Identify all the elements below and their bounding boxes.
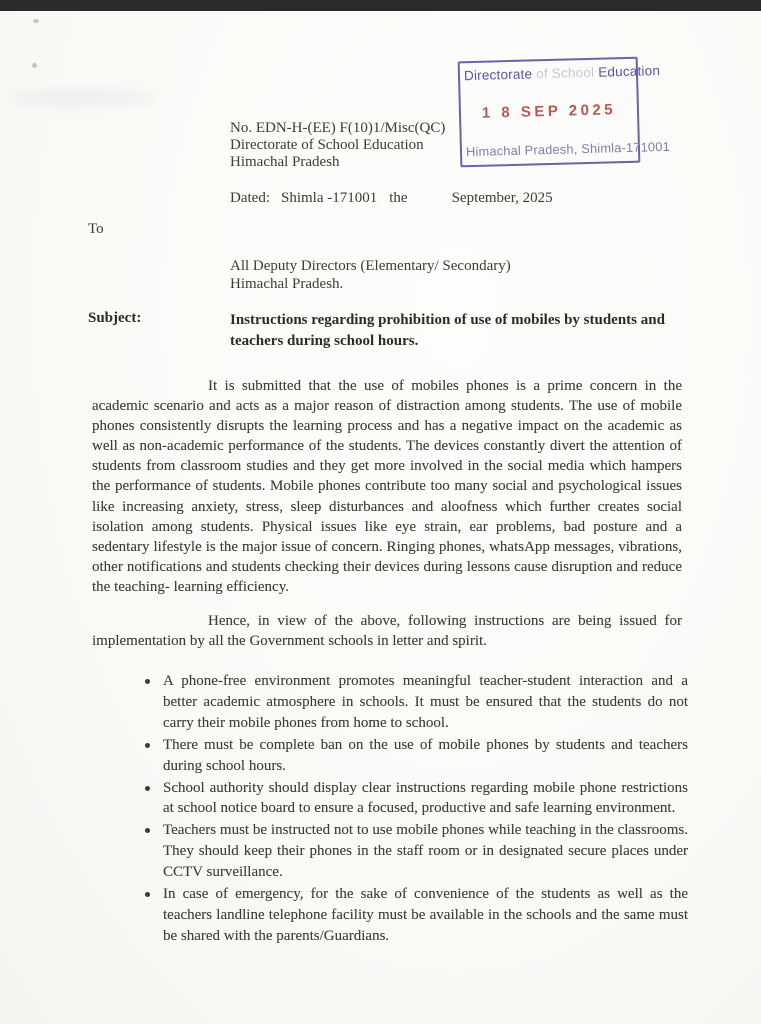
- letterhead-block: [230, 120, 445, 170]
- office-name: Directorate of School Education: [230, 136, 424, 153]
- instruction-text: School authority should display clear instructions regarding mobile phone restrictions at school notice board to ensure a focused, productive and safe learning environment.: [163, 779, 688, 817]
- dated-value: September, 2025: [451, 190, 553, 206]
- office-receipt-stamp: [458, 57, 671, 168]
- instruction-item: [145, 884, 688, 947]
- dated-label: Dated:: [230, 190, 270, 206]
- stamp-office-name-part3: Education: [598, 63, 661, 80]
- scan-speck: [33, 19, 39, 23]
- bullet-icon: [145, 892, 150, 897]
- to-label: To: [88, 221, 104, 237]
- bullet-icon: [145, 828, 150, 833]
- dated-the: the: [389, 190, 408, 206]
- instruction-text: In case of emergency, for the sake of convenience of the students as well as the teachers landline telephone facility must be available in the schools and the same must be shared with the parents/Guardians.: [163, 886, 688, 944]
- subject-label: Subject:: [88, 310, 142, 326]
- instruction-text: A phone-free environment promotes meaningful teacher-student interaction and a better academic atmosphere in schools. It must be ensured that the students do not carry their mobile phones from home to school.: [163, 673, 688, 731]
- instruction-item: [145, 820, 688, 883]
- scan-top-edge: [0, 0, 761, 11]
- stamp-office-name: [463, 63, 661, 84]
- body-paragraph-1: It is submitted that the use of mobiles phones is a prime concern in the academic scenario and acts as a major reason of distraction among students. The use of mobile phones consistently disrupts the learning process and has a negative impact on the academic as well as non-academic performance of the students. The devices constantly divert the attention of students from classroom studies and they get more involved in the social media which hampers the performance of students. Mobile phones contribute too many social and psychological issues like increasing anxiety, stress, sleep disturbances and aloofness which further creates social isolation among students. Physical issues like eye strain, ear problems, bad posture and a sedentary lifestyle is the major issue of concern. Ringing phones, whatsApp messages, vibrations, other notifications and students checking their devices during lessons cause disruption and reduce the teaching- learning efficiency.: [92, 378, 682, 595]
- stamp-office-name-part1: Directorate: [463, 66, 537, 84]
- subject-text-line2: teachers during school hours.: [230, 332, 419, 349]
- instruction-text: There must be complete ban on the use of mobile phones by students and teachers during school hours.: [163, 736, 688, 774]
- instruction-item: [145, 671, 688, 734]
- addressee-block: [230, 258, 511, 293]
- bullet-icon: [145, 679, 150, 684]
- addressee-line2: Himachal Pradesh.: [230, 275, 344, 292]
- instruction-text: Teachers must be instructed not to use mobile phones while teaching in the classrooms. They should keep their phones in the staff room or in designated secure places under CCTV surveillance.: [163, 822, 688, 881]
- scan-speck: [32, 63, 37, 68]
- dated-place: Shimla -171001: [280, 190, 378, 206]
- bullet-icon: [145, 743, 150, 748]
- state-name: Himachal Pradesh: [230, 153, 340, 170]
- reference-number: No. EDN-H-(EE) F(10)1/Misc(QC): [230, 120, 446, 136]
- subject-text: [230, 310, 682, 351]
- bullet-icon: [145, 786, 150, 791]
- instruction-list: [145, 671, 688, 948]
- stamp-office-name-part2: of School: [535, 64, 599, 82]
- body-paragraph-2: Hence, in view of the above, following instructions are being issued for implementation by all the Government schools in letter and spirit.: [92, 613, 682, 650]
- scan-smudge: [8, 90, 158, 106]
- subject-text-line1: Instructions regarding prohibition of use of mobiles by students and: [230, 312, 665, 328]
- addressee-line1: All Deputy Directors (Elementary/ Secondary): [230, 258, 511, 274]
- instruction-item: [145, 778, 688, 820]
- stamp-location: Himachal Pradesh, Shimla-171001: [465, 138, 671, 160]
- date-line: [230, 190, 553, 207]
- instruction-item: [145, 735, 688, 777]
- stamp-date: 1 8 SEP 2025: [481, 101, 617, 122]
